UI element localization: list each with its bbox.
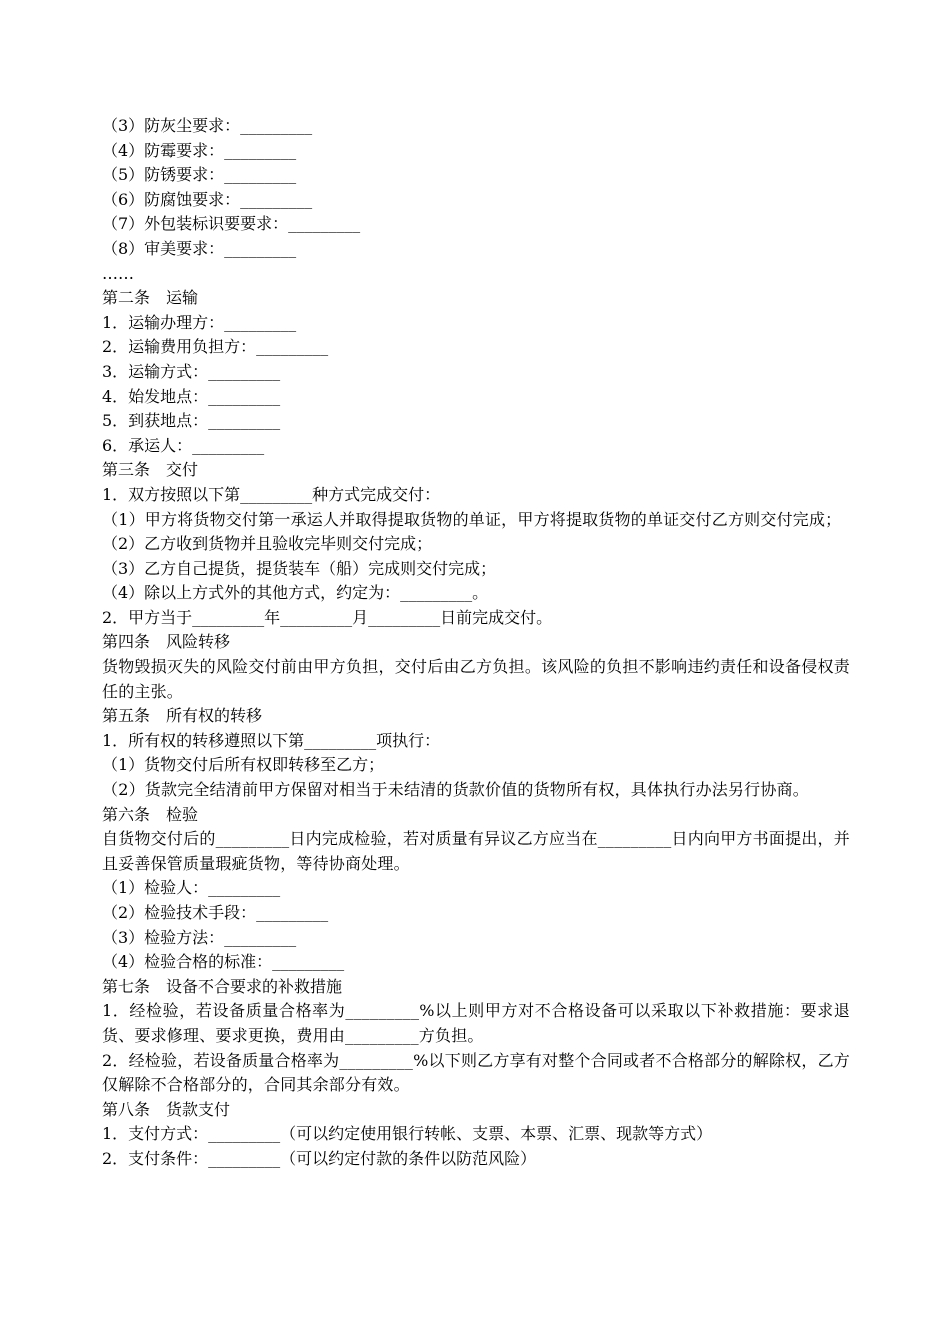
risk-transfer-text: 货物毁损灭失的风险交付前由甲方负担，交付后由乙方负担。该风险的负担不影响违约责任和设备侵权责任的主张。	[102, 657, 850, 701]
article-3-heading: 第三条 交付	[102, 460, 199, 480]
inspection-method: （3）检验方法：_________	[102, 927, 297, 947]
delivery-method-choice: 1．双方按照以下第_________种方式完成交付：	[102, 484, 441, 504]
ownership-option-2: （2）货款完全结清前甲方保留对相当于未结清的货款价值的货物所有权，具体执行办法另行协商。	[102, 780, 809, 800]
origin-location: 4．始发地点：_________	[102, 386, 281, 406]
transport-cost-bearer: 2．运输费用负担方：_________	[102, 337, 329, 357]
transport-method: 3．运输方式：_________	[102, 361, 281, 381]
clause-line-corrosion: （6）防腐蚀要求：_________	[102, 189, 313, 209]
delivery-option-2: （2）乙方收到货物并且验收完毕则交付完成；	[102, 534, 433, 554]
contract-page	[102, 114, 850, 1172]
transport-handler: 1．运输办理方：_________	[102, 312, 297, 332]
delivery-option-1: （1）甲方将货物交付第一承运人并取得提取货物的单证，甲方将提取货物的单证交付乙方则交付完成；	[102, 509, 842, 529]
clause-line-aesthetic: （8）审美要求：_________	[102, 238, 297, 258]
article-8-heading: 第八条 货款支付	[102, 1099, 231, 1119]
destination-location: 5．到获地点：_________	[102, 411, 281, 431]
delivery-date: 2．甲方当于_________年_________月_________日前完成交付。	[102, 607, 553, 627]
article-4-heading: 第四条 风险转移	[102, 632, 231, 652]
delivery-option-4: （4）除以上方式外的其他方式，约定为：_________。	[102, 583, 489, 603]
delivery-option-3: （3）乙方自己提货，提货装车（船）完成则交付完成；	[102, 558, 497, 578]
clause-line-rust: （5）防锈要求：_________	[102, 165, 297, 185]
ellipsis: ……	[102, 263, 134, 283]
clause-line-packaging-label: （7）外包装标识要要求：_________	[102, 214, 361, 234]
ownership-choice: 1．所有权的转移遵照以下第_________项执行：	[102, 730, 441, 750]
payment-method: 1．支付方式：_________（可以约定使用银行转帐、支票、本票、汇票、现款等方式）	[102, 1124, 713, 1144]
remedy-clause-2: 2．经检验，若设备质量合格率为_________%以下则乙方享有对整个合同或者不合格部分的解除权，乙方仅解除不合格部分的，合同其余部分有效。	[102, 1050, 850, 1095]
payment-condition: 2．支付条件：_________（可以约定付款的条件以防范风险）	[102, 1148, 537, 1168]
inspection-standard: （4）检验合格的标准：_________	[102, 952, 345, 972]
remedy-clause-1: 1．经检验，若设备质量合格率为_________%以上则甲方对不合格设备可以采取以下补救措施：要求退货、要求修理、要求更换，费用由_________方负担。	[102, 1001, 850, 1045]
article-2-heading: 第二条 运输	[102, 288, 199, 308]
inspection-text: 自货物交付后的_________日内完成检验，若对质量有异议乙方应当在_________日内向甲方书面提出，并且妥善保管质量瑕疵货物，等待协商处理。	[102, 829, 850, 873]
clause-line-mold: （4）防霉要求：_________	[102, 140, 297, 160]
carrier: 6．承运人：_________	[102, 435, 265, 455]
article-6-heading: 第六条 检验	[102, 804, 199, 824]
clause-line-dust: （3）防灰尘要求：_________	[102, 116, 313, 135]
ownership-option-1: （1）货物交付后所有权即转移至乙方；	[102, 755, 385, 775]
article-7-heading: 第七条 设备不合要求的补救措施	[102, 976, 343, 996]
article-5-heading: 第五条 所有权的转移	[102, 706, 263, 726]
inspector: （1）检验人：_________	[102, 878, 281, 898]
inspection-technique: （2）检验技术手段：_________	[102, 903, 329, 922]
